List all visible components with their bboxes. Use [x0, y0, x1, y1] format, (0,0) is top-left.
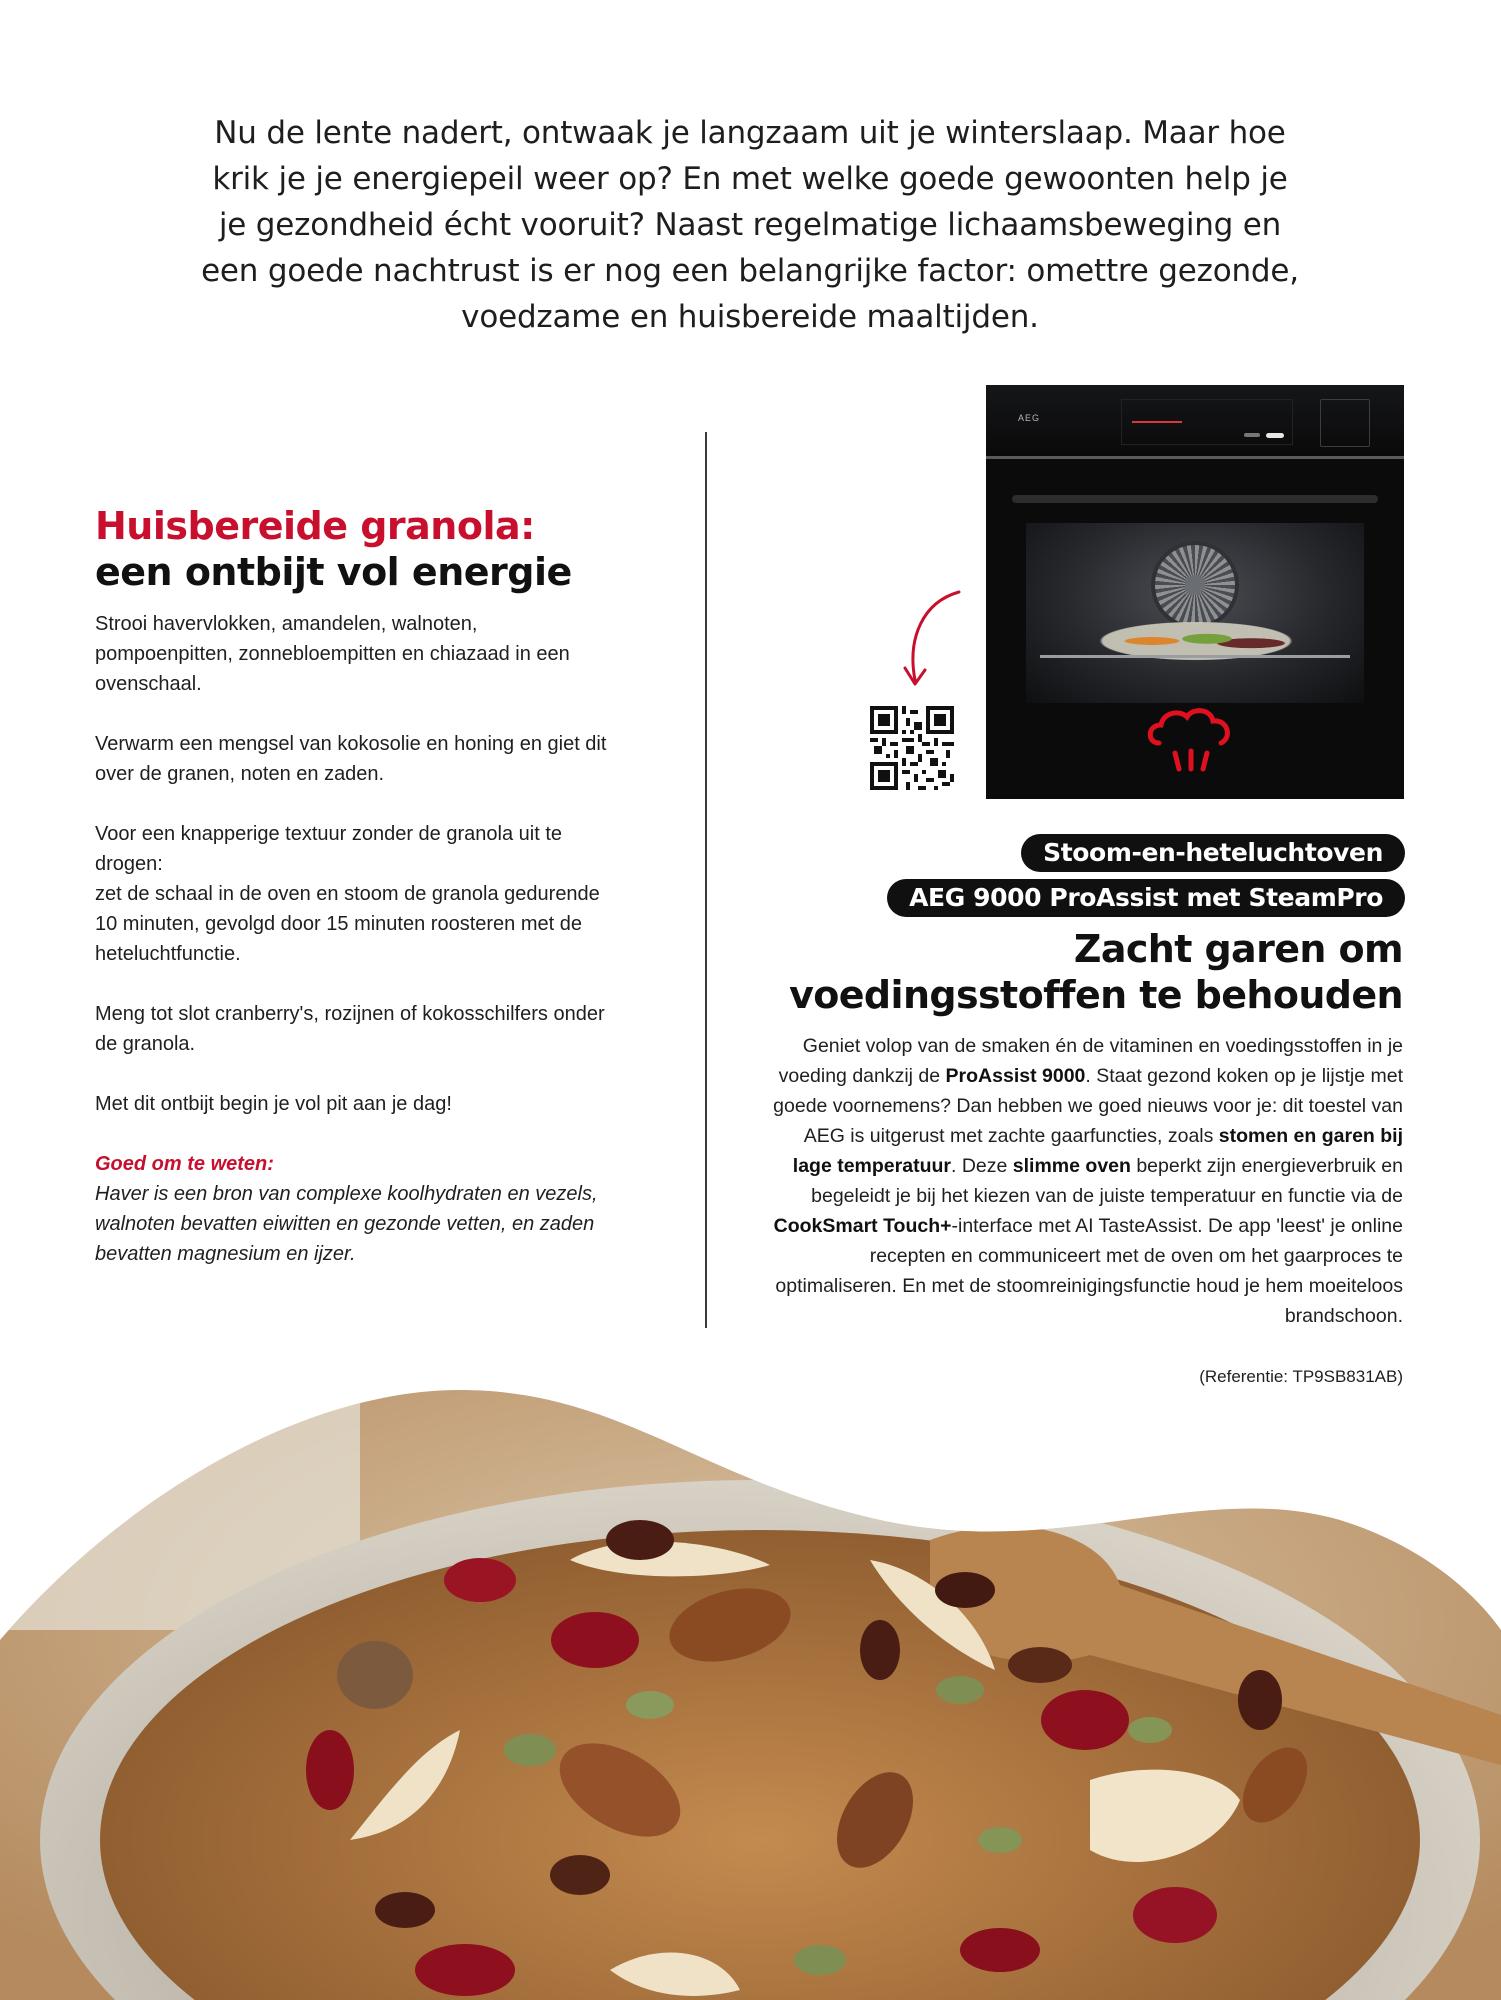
tip-title: Goed om te weten: [95, 1153, 274, 1175]
oven-fan [1155, 545, 1235, 625]
oven-display [1121, 399, 1293, 445]
recipe-step-3-intro: Voor een knapperige textuur zonder de granola uit te drogen: [95, 823, 562, 875]
oven-control-panel [986, 385, 1404, 459]
column-divider [705, 432, 707, 1328]
text-run: -interface met AI TasteAssist. De app 'leest' je online recepten en communiceert met de oven om het gaarproces te optimaliseren. En met de stoomreinigingsfunctie houd je hem moeiteloos brandschoon. [775, 1215, 1403, 1327]
text-run: beperkt zijn energieverbruik en begeleidt je bij het kiezen van de juiste temperatuur en functie via de [811, 1155, 1403, 1207]
intro-line: voedzame en huisbereide maaltijden. [461, 299, 1039, 335]
recipe-subtitle: een ontbijt vol energie [95, 550, 572, 594]
granola-bowl-photo [0, 1370, 1501, 2000]
recipe-step-4: Meng tot slot cranberry's, rozijnen of kokosschilfers onder de granola. [95, 1003, 605, 1055]
oven-cavity [1026, 523, 1364, 703]
oven-image [986, 385, 1404, 799]
intro-line: je gezondheid écht vooruit? Naast regelmatige lichaamsbeweging en [218, 207, 1282, 243]
recipe-step-1: Strooi havervlokken, amandelen, walnoten, pompoenpitten, zonnebloempitten en chiazaad in een ovenschaal. [95, 613, 570, 695]
intro-line: krik je je energiepeil weer op? En met welke goede gewoonten help je [212, 161, 1288, 197]
qr-code-icon[interactable] [870, 706, 954, 790]
recipe-title: Huisbereide granola: [95, 504, 535, 548]
recipe-closing: Met dit ontbijt begin je vol pit aan je dag! [95, 1093, 452, 1115]
oven-knob [1320, 399, 1370, 447]
text-run: Geniet volop van de smaken én de vitaminen en voedingsstoffen in je voeding dankzij de [778, 1035, 1403, 1087]
intro-text [150, 110, 1350, 340]
oven-heading-line-1: Zacht garen om [1073, 927, 1403, 971]
reference-code: (Referentie: TP9SB831AB) [1199, 1367, 1403, 1386]
intro-line: een goede nachtrust is er nog een belangrijke factor: omettre gezonde, [201, 253, 1299, 289]
steam-cloud-icon [1141, 703, 1241, 775]
bold-run: ProAssist 9000 [945, 1065, 1086, 1087]
category-pill: Stoom-en-heteluchtoven [1021, 834, 1405, 872]
recipe-step-3-detail: zet de schaal in de oven en stoom de granola gedurende 10 minuten, gevolgd door 15 minuten roosteren met de heteluchtfunctie. [95, 883, 600, 965]
text-run: . Deze [951, 1155, 1013, 1177]
oven-heading-line-2: voedingsstoffen te behouden [789, 973, 1403, 1017]
oven-description [763, 1031, 1403, 1331]
product-name-pill: AEG 9000 ProAssist met SteamPro [887, 879, 1405, 917]
intro-line: Nu de lente nadert, ontwaak je langzaam uit je winterslaap. Maar hoe [214, 115, 1286, 151]
recipe-step-2: Verwarm een mengsel van kokosolie en honing en giet dit over de granen, noten en zaden. [95, 733, 607, 785]
granola-recipe [95, 503, 615, 1269]
oven-handle [1012, 495, 1378, 503]
oven-brand-logo: AEG [1018, 413, 1041, 423]
curved-arrow-icon [893, 588, 963, 694]
oven-rack [1040, 655, 1350, 658]
oven-heading [703, 926, 1403, 1018]
bold-run: CookSmart Touch+ [773, 1215, 952, 1237]
text-run: . Staat gezond koken op je lijstje met goede voornemens? Dan hebben we goed nieuws voor je: dit toestel van AEG is uitgerust met zachte gaarfuncties, zoals [773, 1065, 1403, 1147]
recipe-step-3 [95, 819, 615, 969]
tip-body: Haver is een bron van complexe koolhydraten en vezels, walnoten bevatten eiwitten en gezonde vetten, en zaden bevatten magnesium en ijzer. [95, 1183, 598, 1265]
bold-run: stomen en garen bij lage temperatuur [792, 1125, 1403, 1177]
bold-run: slimme oven [1012, 1155, 1131, 1177]
